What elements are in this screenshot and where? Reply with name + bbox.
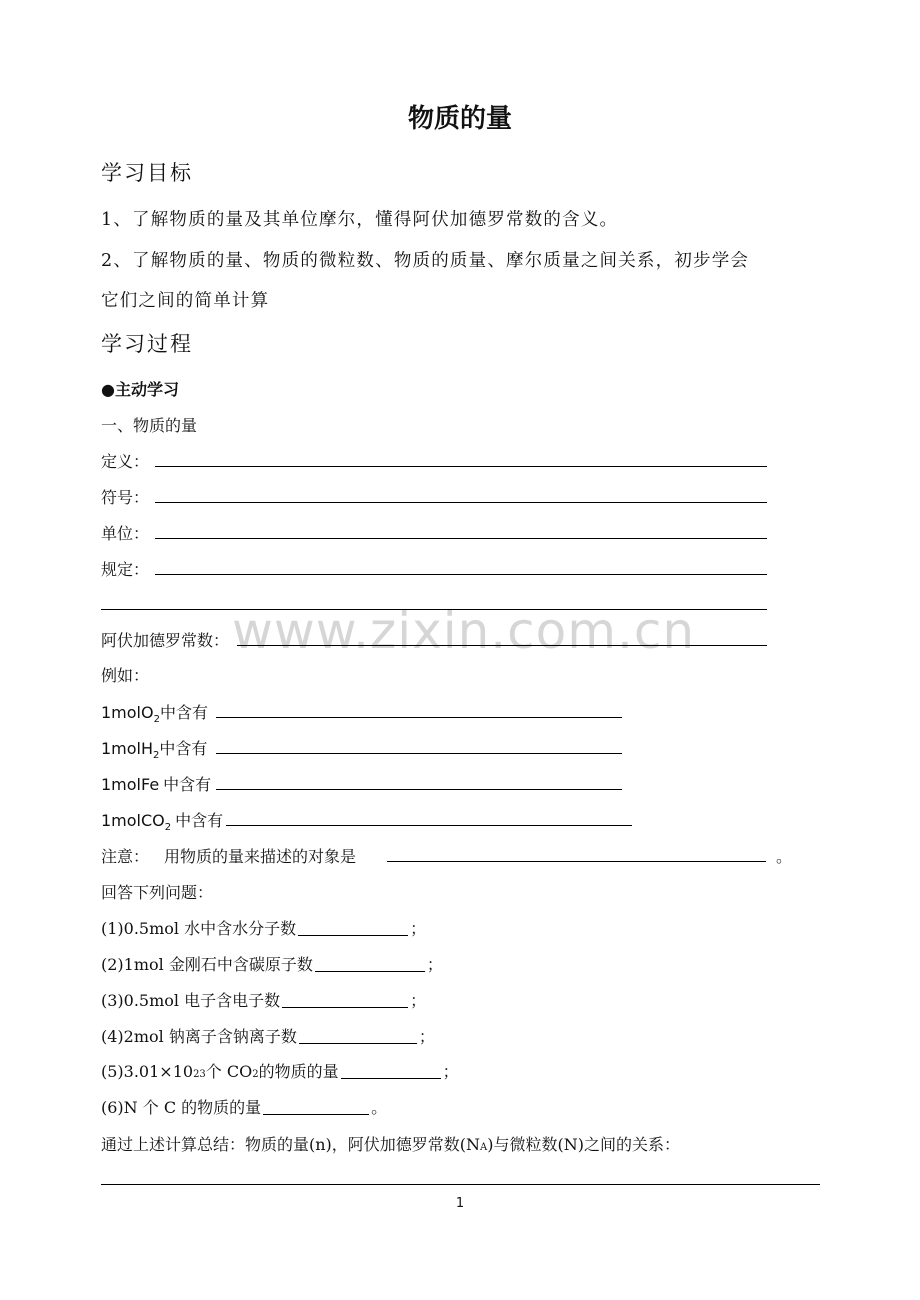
h2-blank[interactable] [216, 753, 622, 754]
question-2-text: (2)1mol 金刚石中含碳原子数 [101, 955, 313, 974]
active-learning-heading: ●主动学习 [101, 380, 179, 399]
o2-formula: 1molO$_2$ [101, 703, 160, 726]
question-6-end: 。 [371, 1098, 388, 1117]
question-3-text: (3)0.5mol 电子含电子数 [101, 991, 281, 1010]
footer-divider [101, 1184, 820, 1185]
watermark: www.zixin.com.cn [232, 602, 696, 660]
questions-label: 回答下列问题： [101, 883, 214, 902]
co2-formula: 1molCO$_2$ [101, 811, 172, 834]
summary-text-a: 通过上述计算总结：物质的量(n)，阿伏加德罗常数(N [101, 1135, 481, 1154]
summary-subscript: A [480, 1142, 488, 1153]
question-6-blank[interactable] [263, 1113, 369, 1115]
co2-contains: 中含有 [175, 811, 224, 830]
o2-blank[interactable] [216, 717, 622, 718]
rule-blank[interactable] [155, 574, 767, 575]
question-5-text: 的物质的量 [258, 1062, 339, 1081]
definition-blank[interactable] [155, 466, 767, 467]
note-text: 用物质的量来描述的对象是 [164, 847, 357, 866]
h2-contains: 中含有 [159, 739, 208, 758]
example-co2 [101, 808, 223, 833]
question-5-formula: 个 CO [205, 1062, 253, 1081]
note-label: 注意： [101, 847, 150, 866]
question-3-end: ； [410, 991, 427, 1010]
note-blank[interactable] [387, 861, 766, 862]
symbol-blank[interactable] [155, 502, 767, 503]
question-4 [101, 1024, 435, 1047]
question-6 [101, 1095, 387, 1118]
question-5-blank[interactable] [341, 1077, 441, 1079]
question-2 [101, 952, 443, 975]
symbol-label: 符号： [101, 488, 150, 507]
question-1-text: (1)0.5mol 水中含水分子数 [101, 919, 297, 938]
goal-2: 2、了解物质的量、物质的微粒数、物质的质量、摩尔质量之间关系，初步学会 [101, 251, 750, 271]
o2-contains: 中含有 [159, 703, 208, 722]
h2-formula: 1molH$_2$ [101, 739, 160, 762]
page-title: 物质的量 [407, 104, 512, 134]
part-one-heading: 一、物质的量 [101, 416, 198, 435]
definition-label: 定义： [101, 452, 150, 471]
example-o2 [101, 700, 208, 725]
page-number: 1 [455, 1196, 465, 1211]
question-2-blank[interactable] [315, 970, 425, 972]
question-5-exponent: 23 [193, 1069, 206, 1080]
question-5-end: ； [442, 1062, 459, 1081]
goal-1: 1、了解物质的量及其单位摩尔，懂得阿伏加德罗常数的含义。 [101, 210, 619, 230]
question-5 [101, 1059, 459, 1082]
example-fe [101, 772, 211, 795]
avogadro-blank[interactable] [237, 645, 767, 646]
goals-heading: 学习目标 [101, 161, 193, 185]
example-label: 例如： [101, 666, 150, 685]
rule-label: 规定： [101, 560, 150, 579]
question-2-end: ； [426, 955, 443, 974]
note-end: 。 [776, 847, 793, 866]
question-4-blank[interactable] [299, 1042, 417, 1044]
fe-blank[interactable] [216, 789, 622, 790]
co2-blank[interactable] [226, 825, 632, 826]
question-3 [101, 988, 426, 1011]
question-1-blank[interactable] [298, 934, 408, 936]
question-3-blank[interactable] [282, 1006, 408, 1008]
unit-label: 单位： [101, 524, 150, 543]
fe-formula: 1molFe [101, 775, 160, 794]
process-heading: 学习过程 [101, 332, 193, 356]
goal-2-continued: 它们之间的简单计算 [101, 291, 270, 311]
fe-contains: 中含有 [163, 775, 212, 794]
summary-text-b: )与微粒数(N)之间的关系： [487, 1135, 681, 1154]
summary [101, 1132, 680, 1155]
question-5-subscript: 2 [252, 1069, 259, 1080]
unit-blank[interactable] [155, 538, 767, 539]
question-6-text: (6)N 个 C 的物质的量 [101, 1098, 262, 1117]
question-5-number: (5)3.01×10 [101, 1062, 194, 1081]
example-h2 [101, 736, 207, 761]
avogadro-label: 阿伏加德罗常数： [101, 631, 230, 650]
question-1 [101, 916, 426, 939]
question-1-end: ； [410, 919, 427, 938]
question-4-end: ； [418, 1027, 435, 1046]
question-4-text: (4)2mol 钠离子含钠离子数 [101, 1027, 297, 1046]
